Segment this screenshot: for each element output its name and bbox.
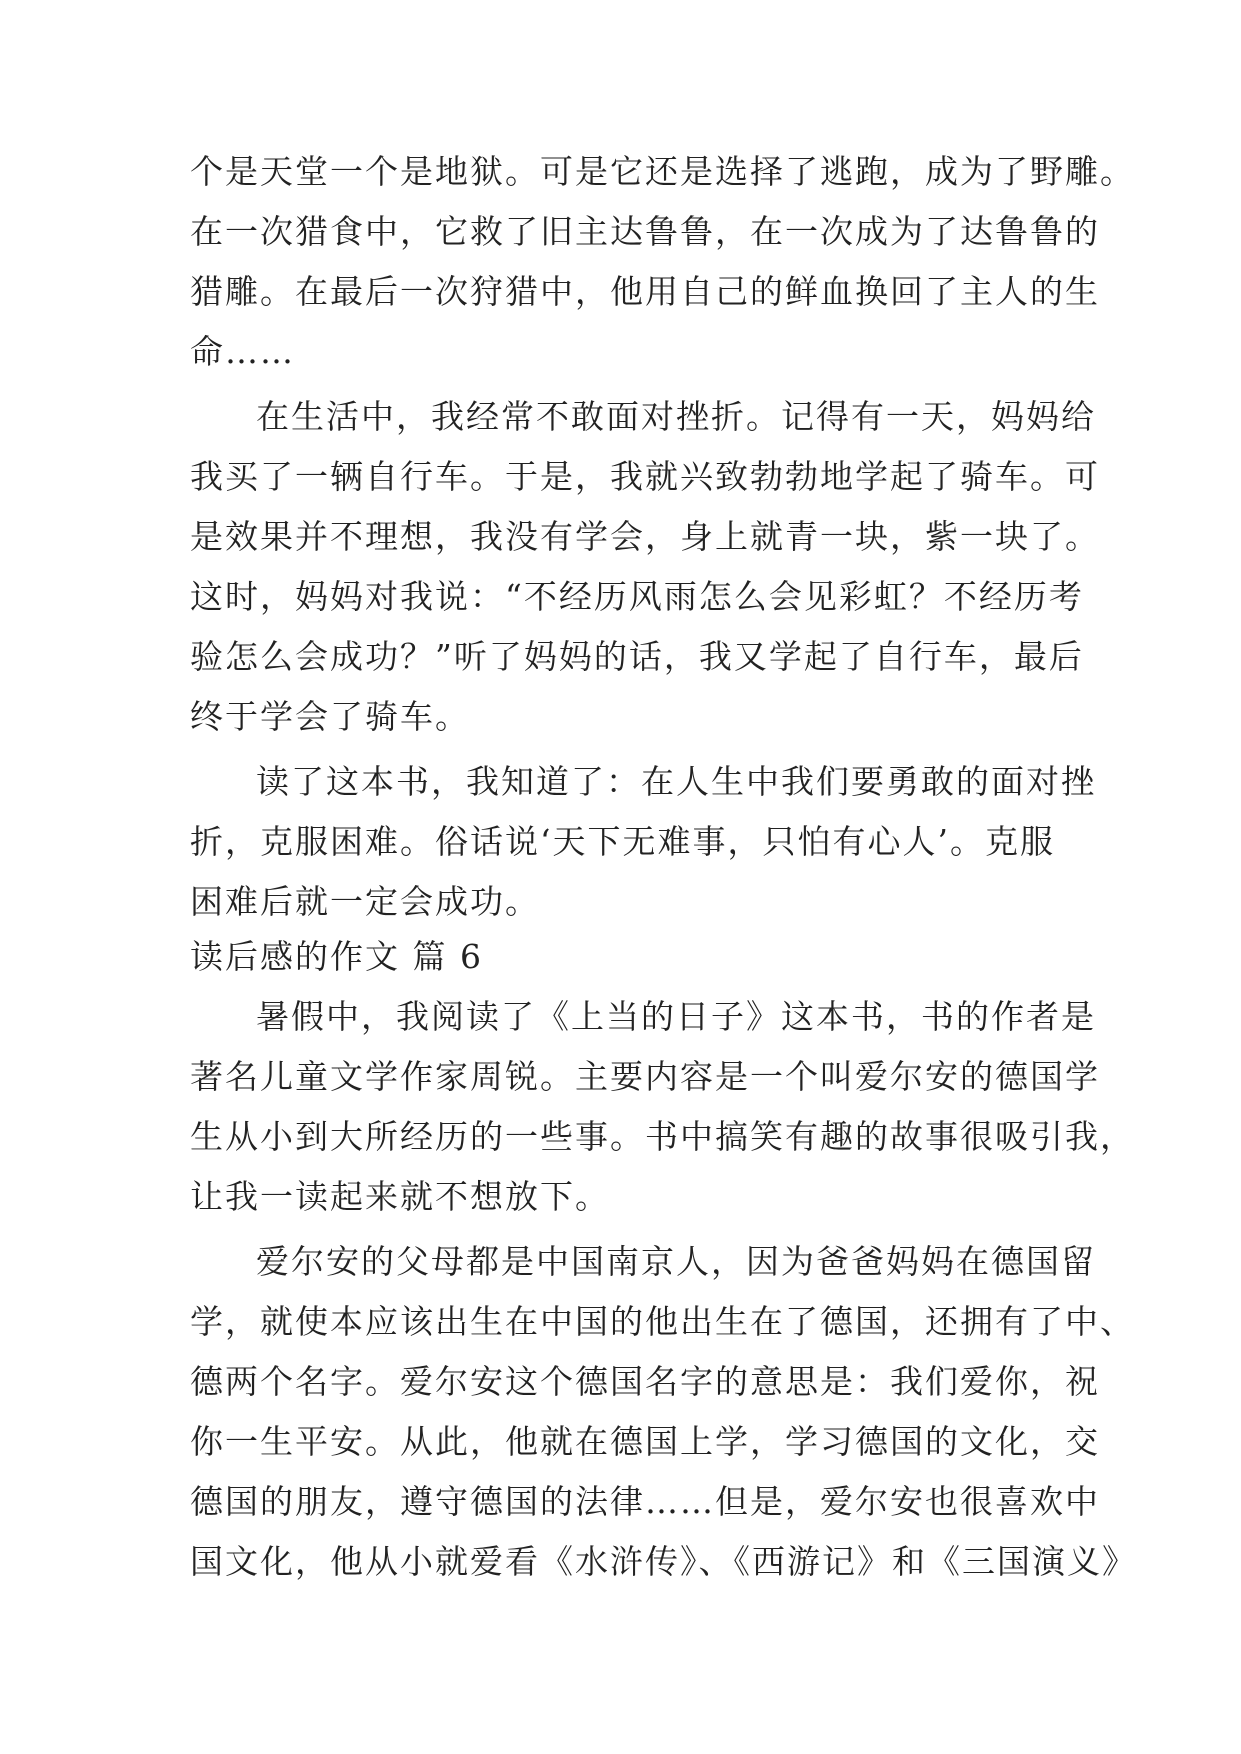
text-line: 猎雕。在最后一次狩猎中，他用自己的鲜血换回了主人的生 <box>190 272 1100 311</box>
text-line: 让我一读起来就不想放下。 <box>190 1177 610 1216</box>
text-line: 是效果并不理想，我没有学会，身上就青一块，紫一块了。 <box>190 517 1100 556</box>
text-line: 学，就使本应该出生在中国的他出生在了德国，还拥有了中、 <box>190 1302 1135 1341</box>
text-line: 终于学会了骑车。 <box>190 697 470 736</box>
text-line: 读了这本书，我知道了：在人生中我们要勇敢的面对挫 <box>256 762 1096 801</box>
text-line: 德国的朋友，遵守德国的法律……但是，爱尔安也很喜欢中 <box>190 1482 1100 1521</box>
text-line: 我买了一辆自行车。于是，我就兴致勃勃地学起了骑车。可 <box>190 457 1100 496</box>
text-line: 验怎么会成功？”听了妈妈的话，我又学起了自行车，最后 <box>190 637 1084 676</box>
text-line: 国文化，他从小就爱看《水浒传》、《西游记》和《三国演义》 <box>190 1542 1137 1581</box>
text-line: 在一次猎食中，它救了旧主达鲁鲁，在一次成为了达鲁鲁的 <box>190 212 1100 251</box>
text-line: 你一生平安。从此，他就在德国上学，学习德国的文化，交 <box>190 1422 1100 1461</box>
section-heading: 读后感的作文 篇 6 <box>190 937 483 976</box>
text-line: 著名儿童文学作家周锐。主要内容是一个叫爱尔安的德国学 <box>190 1057 1100 1096</box>
text-line: 生从小到大所经历的一些事。书中搞笑有趣的故事很吸引我， <box>190 1117 1135 1156</box>
text-line: 德两个名字。爱尔安这个德国名字的意思是：我们爱你，祝 <box>190 1362 1100 1401</box>
text-line: 折，克服困难。俗话说‘天下无难事，只怕有心人’。克服 <box>190 822 1055 861</box>
text-line: 暑假中，我阅读了《上当的日子》这本书，书的作者是 <box>256 997 1096 1036</box>
text-line: 困难后就一定会成功。 <box>190 882 540 921</box>
text-line: 爱尔安的父母都是中国南京人，因为爸爸妈妈在德国留 <box>256 1242 1096 1281</box>
text-line: 在生活中，我经常不敢面对挫折。记得有一天，妈妈给 <box>256 397 1096 436</box>
text-line: 这时，妈妈对我说：“不经历风雨怎么会见彩虹？不经历考 <box>190 577 1084 616</box>
text-line: 命…… <box>190 332 295 371</box>
text-line: 个是天堂一个是地狱。可是它还是选择了逃跑，成为了野雕。 <box>190 152 1135 191</box>
